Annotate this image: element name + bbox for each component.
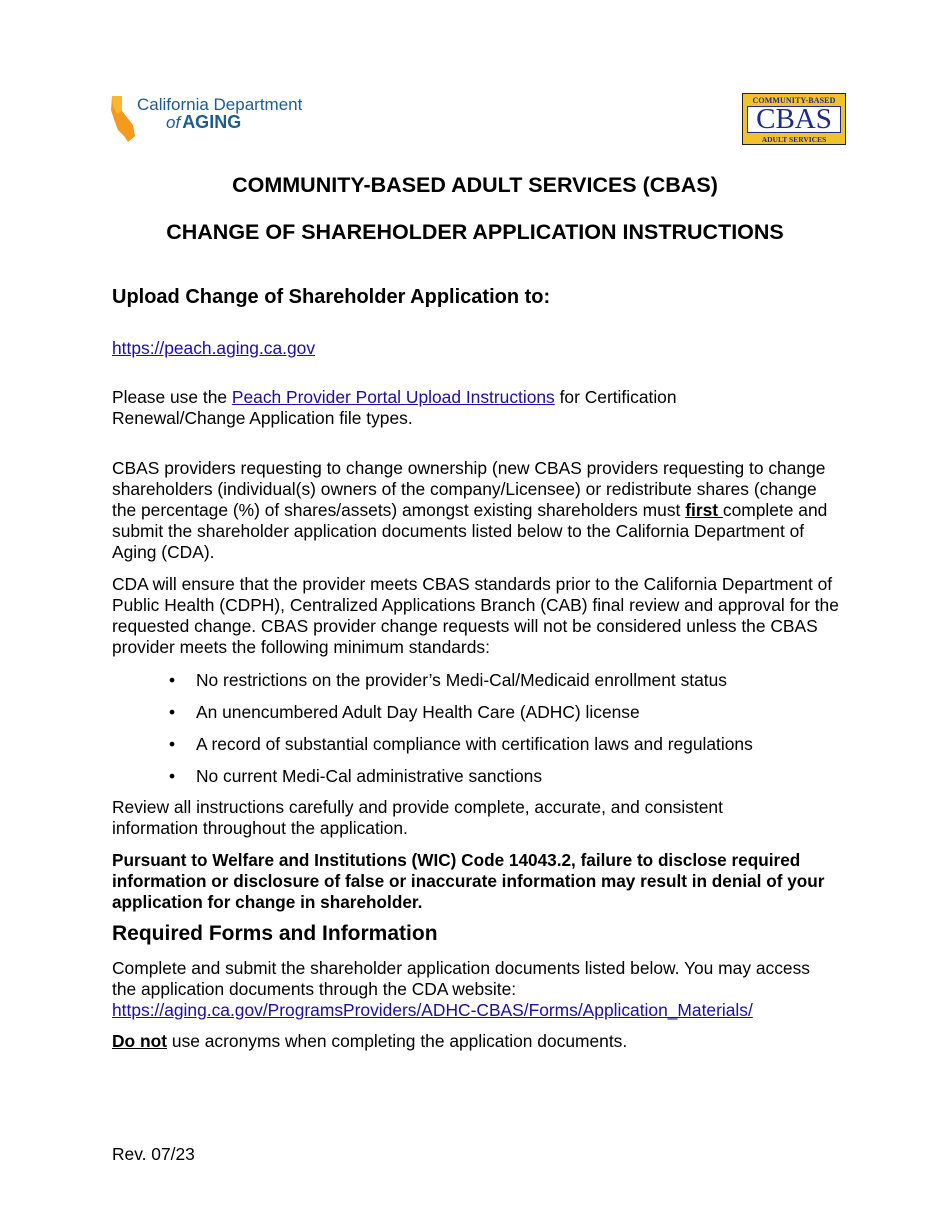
list-item: • An unencumbered Adult Day Health Care (ADHC) license (169, 702, 640, 722)
required-heading: Required Forms and Information (112, 922, 438, 945)
revision-date: Rev. 07/23 (112, 1144, 195, 1164)
bullet-icon: • (169, 702, 176, 722)
cda-logo-line1: California Department (137, 95, 303, 114)
application-materials-link[interactable]: https://aging.ca.gov/ProgramsProviders/ADHC-CBAS/Forms/Application_Materials/ (112, 1000, 753, 1020)
bullet-icon: • (169, 766, 176, 786)
acronyms-note: Do not use acronyms when completing the application documents. (112, 1031, 628, 1051)
standards-list (169, 670, 849, 798)
peach-portal-link[interactable]: https://peach.aging.ca.gov (112, 338, 316, 358)
title-line2: CHANGE OF SHAREHOLDER APPLICATION INSTRUCTIONS (166, 220, 784, 244)
title-line1: COMMUNITY-BASED ADULT SERVICES (CBAS) (232, 173, 718, 197)
bullet-icon: • (169, 670, 176, 690)
list-item: • No restrictions on the provider’s Medi-Cal/Medicaid enrollment status (169, 670, 727, 690)
standards-intro: CDA will ensure that the provider meets CBAS standards prior to the California Department of Public Health (CDPH), Centralized Applications Branch (CAB) final review and approval for the requested change. CBAS provider change requests will not be considered unless the CBAS provider meets the following minimum standards: (112, 574, 839, 657)
upload-heading: Upload Change of Shareholder Application to: (112, 286, 551, 308)
list-item: • A record of substantial compliance with certification laws and regulations (169, 734, 753, 754)
cbas-logo-main: CBAS (756, 103, 832, 135)
cda-logo-of: of (166, 113, 181, 132)
cbas-logo-bottom: ADULT SERVICES (761, 135, 827, 144)
california-state-icon (110, 94, 136, 144)
warning-paragraph: Pursuant to Welfare and Institutions (WIC) Code 14043.2, failure to disclose required information or disclosure of false or inaccurate information may result in denial of your application for change in shareholder. (112, 850, 825, 912)
cbas-logo (742, 93, 846, 145)
list-item: • No current Medi-Cal administrative sanctions (169, 766, 543, 786)
cda-logo-aging: AGING (182, 112, 242, 132)
cbas-logo-top: COMMUNITY-BASED (752, 96, 836, 105)
intro-paragraph: CBAS providers requesting to change ownership (new CBAS providers requesting to change shareholders (individual(s) owners of the company/Licensee) or redistribute shares (change the percentage (%) of shares/assets) amongst existing shareholders must first complete and submit the shareholder application documents listed below to the California Department of Aging (CDA). (112, 458, 828, 562)
review-paragraph: Review all instructions carefully and provide complete, accurate, and consistent information throughout the application. (112, 797, 723, 838)
bullet-icon: • (169, 734, 176, 754)
first-emphasis: first (685, 500, 723, 520)
required-text: Complete and submit the shareholder application documents listed below. You may access the application documents through the CDA website: (112, 958, 810, 999)
upload-instructions-link[interactable]: Peach Provider Portal Upload Instructions (231, 387, 555, 407)
portal-instructions: Please use the Peach Provider Portal Upload Instructions for Certification Renewal/Change Application file types. (112, 387, 677, 428)
do-not-emphasis: Do not (112, 1031, 168, 1051)
cda-logo (110, 92, 325, 144)
